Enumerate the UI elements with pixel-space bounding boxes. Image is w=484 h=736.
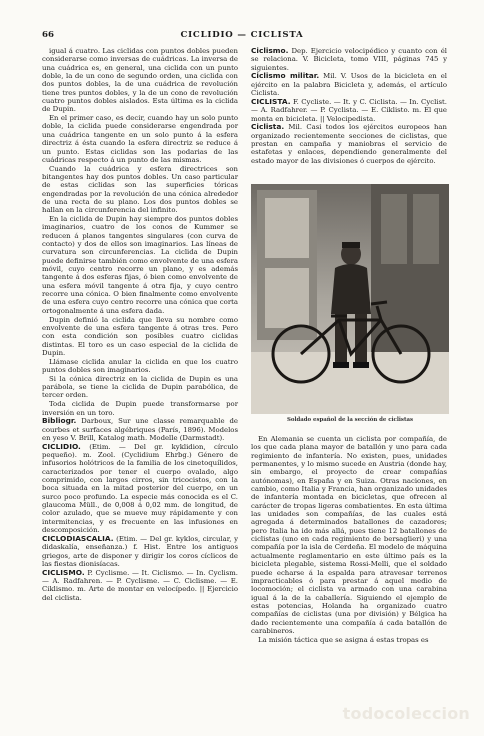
paragraph: Cuando la cuádrica y esfera directrices son bitangentes hay dos puntos dobles. Un caso particular de estas ciclidas son las superficies tóricas engendradas por la revolución de una cónica alrededor de una recta de su plano. Los dos puntos dobles se hallan en la circunferencia del infinito.: [42, 164, 238, 215]
dictionary-entry: [251, 98, 447, 123]
paragraph: Llámase ciclida anular la ciclida en que los cuatro puntos dobles son imaginarios.: [42, 357, 238, 375]
dictionary-entry: [251, 47, 447, 72]
paragraph: En la ciclida de Dupin hay siempre dos puntos dobles imaginarios, cuatro de los conos de Kummer se reducen á planos tangentes singulares (con curva de contacto) y dos de ellos son imaginarios. Las líneas de curvatura son circunferencias. La ciclida de Dupin puede definirse también como envolvente de una esfera móvil, cuyo centro recorre un plano, y es además tangente á dos esferas fijas, ó bien como envolvente de una esfera móvil tangente á otra fija, y cuyo centro recorre una cónica. O bien finalmente como envolvente de una esfera cuyo centro recorre una cónica que corta ortogonalmente á una esfera dada.: [42, 215, 238, 315]
entry-text: Mil. V. Usos de la bicicleta en el ejército en la palabra Bicicleta y, además, el artículo Ciclista.: [251, 72, 447, 98]
entry-headword: Ciclismo militar.: [251, 71, 320, 81]
dictionary-entry: [251, 72, 447, 97]
dictionary-entry: [42, 569, 238, 602]
watermark: todocoleccion: [342, 704, 470, 723]
paragraph: En el primer caso, es decir, cuando hay un solo punto doble, la ciclida puede considerarse engendrada por una cuádrica tangente en un solo punto á la esfera directriz á ésta cuando la esfera directriz se reduce á un punto. Estas ciclidas son las podarias de las cuádricas respecto á un punto de las mismas.: [42, 114, 238, 164]
photo-illustration: [251, 184, 449, 414]
paragraph: Toda ciclida de Dupin puede transformarse por inversión en un toro.: [42, 400, 238, 417]
entry-text: Mil. Casi todos los ejércitos europeos han organizado recientemente secciones de ciclistas, que prestan en campaña y maniobras el servicio de estafetas y enlaces, dependiendo generalmente del estado mayor de las divisiones ó cuerpos de ejército.: [251, 123, 447, 165]
right-column-top: [251, 47, 447, 165]
paragraph: En Alemania se cuenta un ciclista por compañía, de los que cada plana mayor de batallón y uno para cada regimiento de infantería. No existen, pues, unidades permanentes, y lo mismo sucede en Austria (donde hay, sin embargo, el proyecto de crear compañías autónomas), en España y en Suiza. Otras naciones, en cambio, como Italia y Francia, han organizado unidades de infantería montada en bicicletas, que ofrecen al carácter de tropas ligeras combatientes. En esta última las unidades son compañías, de las cuales está agregada á determinados batallones de cazadores; pero Italia ha ido más allá, pues tiene 12 batallones de ciclistas (uno en cada regimiento de bersaglieri) y una compañía por la isla de Cerdeña. El modelo de máquina actualmente reglamentario en este último país es la bicicleta plegable, sistema Rossi-Melli, que el soldado puede echarse á la espalda para atravesar terrenos impracticables ó para prestar á aquel medio de locomoción; el ciclista va armado con una carabina igual á la de la caballería. Siguiendo el ejemplo de estas potencias, Holanda ha organizado cuatro compañías de ciclistas (una por división) y Bélgica ha dado recientemente una compañía á cada batallón de carabineros.: [251, 435, 447, 635]
dictionary-entry: [42, 443, 238, 535]
dictionary-entry: [251, 123, 447, 165]
entry-headword: Bibliogr.: [42, 416, 77, 426]
running-title: CICLIDIO — CICLISTA: [180, 30, 304, 40]
paragraph: igual á cuatro. Las ciclidas con puntos dobles pueden considerarse como inversas de cuádricas. La inversa de una cuádrica es, en general, una ciclida con un punto doble, la de un cono de segundo orden, una ciclida con dos puntos dobles, la de una cuádrica de revolución tiene tres puntos dobles, y la de un cono de revolución cuatro puntos dobles aislados. Esta última es la ciclida de Dupin.: [42, 47, 238, 114]
paragraph: Dupin definió la ciclida que lleva su nombre como envolvente de una esfera tangente á otras tres. Pero con esta condición son posibles cuatro ciclidas distintas. El toro es un caso especial de la ciclida de Dupin.: [42, 315, 238, 357]
paragraph: Si la cónica directriz en la ciclida de Dupin es una parábola, se tiene la ciclida de Dupin parabólica, de tercer orden.: [42, 374, 238, 400]
entry-headword: CICLISTA.: [251, 96, 291, 106]
entry-headword: CICLIDIO.: [42, 441, 81, 451]
page-number: 66: [42, 30, 54, 40]
page-header: [0, 30, 484, 44]
entry-text: (Etim. — Del gr. kyklidion, círculo pequeño). m. Zool. (Cyclidium Ehrbg.) Género de infusorios holótricos de la familia de los cinetoquílidos, caracterizados por tener el cuerpo ovalado, algo comprimido, con largos cirros, sin tricocistos, con la boca situada en la mitad posterior del cuerpo, en un surco poco profundo. La especie más conocida es el C. glaucoma Müll., de 0,008 á 0,02 mm. de longitud, de color azulado, que se mueve muy rápidamente y con intermitencias, y es frecuente en las infusiones en descomposición.: [42, 442, 238, 535]
entry-text: F. Cycliste. — It. y C. Ciclista. — In. Cyclist. — A. Radfahrer. — P. Cyclista. — E. Ciklisto. m. El que monta en bicicleta. || Velocipedista.: [251, 97, 447, 123]
photo-caption: Soldado español de la sección de ciclistas: [286, 417, 413, 423]
entry-text: Darboux, Sur une classe remarquable de courbes et surfaces algébriques (París, 1896). Modelos en yeso V. Brill, Katalog math. Modelle (Darmstadt).: [42, 417, 238, 442]
dictionary-entry: [42, 535, 238, 568]
soldier-with-bicycle-photo: [251, 184, 449, 414]
entry-text: Dep. Ejercicio velocipédico y cuanto con él se relaciona. V. Bicicleta, tomo VIII, páginas 745 y siguientes.: [251, 47, 447, 72]
entry-text: (Etim. — Del gr. kyklos, circular, y didaskalía, enseñanza.) f. Hist. Entre los antiguos griegos, arte de disponer y dirigir los coros cíclicos de las fiestas dionisíacas.: [42, 534, 238, 568]
entry-text: P. Cyclisme. — It. Ciclismo. — In. Cyclism. — A. Radfahren. — P. Cyclisme. — C. Ciclisme. — E. Ciklismo. m. Arte de montar en velocípedo. || Ejercicio del ciclista.: [42, 568, 238, 602]
paragraph: La misión táctica que se asigna á estas tropas es: [258, 635, 429, 644]
entry-headword: Ciclista.: [251, 122, 285, 132]
right-column-bottom: [251, 435, 447, 644]
entry-headword: CICLODIASCALIA.: [42, 533, 114, 543]
entry-headword: Ciclismo.: [251, 46, 289, 55]
entry-headword: CICLISMO.: [42, 567, 85, 577]
dictionary-entry: [42, 417, 238, 442]
left-column: [42, 47, 238, 602]
